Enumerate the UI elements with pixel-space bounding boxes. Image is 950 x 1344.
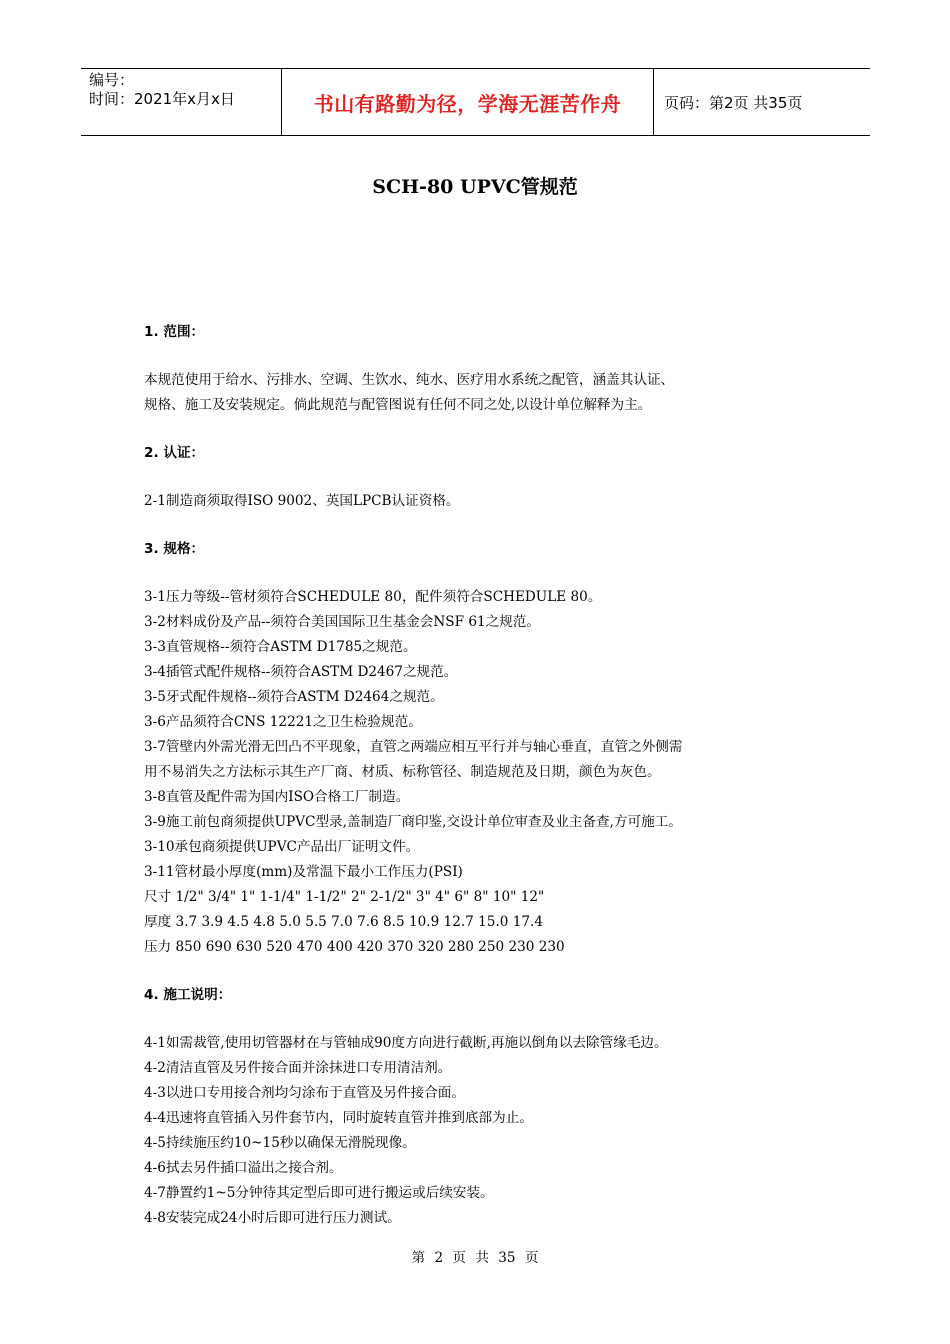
section-heading-scope: 1. 范围： [144, 324, 205, 340]
page-header [81, 68, 870, 136]
section-heading-certification: 2. 认证： [144, 445, 205, 461]
document-body [144, 320, 794, 1231]
paragraph-line: 用不易消失之方法标示其生产厂商、材质、标称管径、制造规范及日期，颜色为灰色。 [144, 764, 661, 780]
pressure-row: 压力 850 690 630 520 470 400 420 370 320 280 250 230 230 [144, 939, 565, 955]
document-date: 时间：2021年x月x日 [89, 90, 235, 108]
header-page-info: 页码：第2页 共35页 [664, 93, 803, 112]
paragraph-line: 3-5牙式配件规格--须符合ASTM D2464之规范。 [144, 689, 444, 705]
document-number-label: 编号： [89, 71, 135, 89]
paragraph-line: 3-1压力等级--管材须符合SCHEDULE 80，配件须符合SCHEDULE 80。 [144, 589, 602, 605]
paragraph-line: 4-8安装完成24小时后即可进行压力测试。 [144, 1210, 401, 1226]
section-heading-construction: 4. 施工说明： [144, 987, 232, 1003]
paragraph-line: 3-8直管及配件需为国内ISO合格工厂制造。 [144, 789, 410, 805]
paragraph-line: 4-1如需裁管,使用切管器材在与管轴成90度方向进行截断,再施以倒角以去除管缘毛边。 [144, 1035, 668, 1051]
paragraph-line: 4-4迅速将直管插入另件套节内，同时旋转直管并推到底部为止。 [144, 1110, 533, 1126]
section-heading-specification: 3. 规格： [144, 541, 205, 557]
paragraph-line: 3-6产品须符合CNS 12221之卫生检验规范。 [144, 714, 422, 730]
size-row: 尺寸 1/2" 3/4" 1" 1-1/4" 1-1/2" 2" 2-1/2" 3" 4" 6" 8" 10" 12" [144, 889, 545, 905]
header-meta [81, 69, 281, 135]
paragraph-line: 3-2材料成份及产品--须符合美国国际卫生基金会NSF 61之规范。 [144, 614, 540, 630]
paragraph-line: 3-4插管式配件规格--须符合ASTM D2467之规范。 [144, 664, 458, 680]
paragraph-line: 2-1制造商须取得ISO 9002、英国LPCB认证资格。 [144, 493, 460, 509]
paragraph-line: 3-7管壁内外需光滑无凹凸不平现象，直管之两端应相互平行并与轴心垂直，直管之外侧需 [144, 739, 683, 755]
header-motto: 书山有路勤为径，学海无涯苦作舟 [281, 69, 654, 135]
document-title: SCH-80 UPVC管规范 [372, 176, 578, 198]
paragraph-line: 3-9施工前包商须提供UPVC型录,盖制造厂商印鉴,交设计单位审查及业主备查,方可施工。 [144, 814, 682, 830]
paragraph-line: 3-10承包商须提供UPVC产品出厂证明文件。 [144, 839, 420, 855]
paragraph-line: 4-6拭去另件插口溢出之接合剂。 [144, 1160, 343, 1176]
paragraph-line: 4-7静置约1~5分钟待其定型后即可进行搬运或后续安装。 [144, 1185, 494, 1201]
paragraph-line: 3-11管材最小厚度(mm)及常温下最小工作压力(PSI) [144, 864, 463, 880]
paragraph-line: 3-3直管规格--须符合ASTM D1785之规范。 [144, 639, 417, 655]
paragraph-line: 4-5持续施压约10~15秒以确保无滑脱现像。 [144, 1135, 416, 1151]
paragraph-line: 规格、施工及安装规定。倘此规范与配管图说有任何不同之处,以设计单位解释为主。 [144, 397, 652, 413]
paragraph-line: 4-2清洁直管及另件接合面并涂抹进口专用清洁剂。 [144, 1060, 452, 1076]
paragraph-line: 本规范使用于给水、污排水、空调、生饮水、纯水、医疗用水系统之配管，涵盖其认证、 [144, 372, 675, 388]
page-footer: 第 2 页 共 35 页 [411, 1250, 539, 1266]
thickness-row: 厚度 3.7 3.9 4.5 4.8 5.0 5.5 7.0 7.6 8.5 10.9 12.7 15.0 17.4 [144, 914, 543, 930]
paragraph-line: 4-3以进口专用接合剂均匀涂布于直管及另件接合面。 [144, 1085, 465, 1101]
